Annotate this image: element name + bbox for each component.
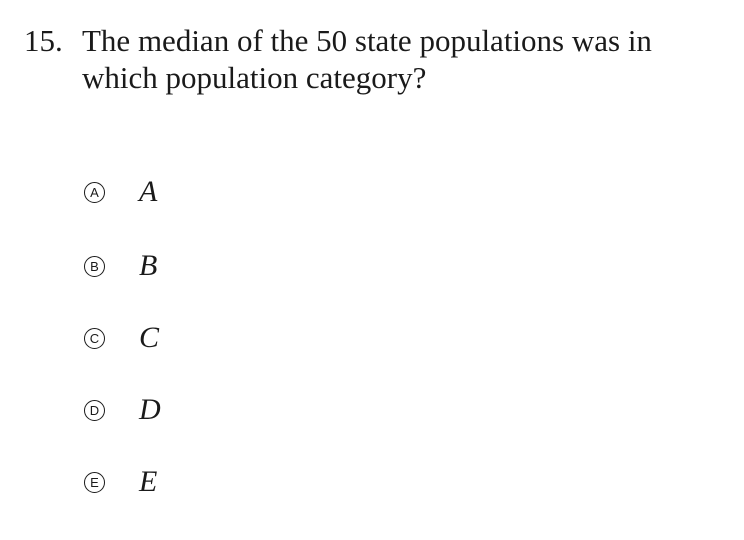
choice-b[interactable]: [84, 246, 157, 286]
choice-a[interactable]: [84, 172, 157, 212]
choice-b-bubble[interactable]: B: [84, 256, 105, 277]
choice-b-text: B: [139, 249, 158, 282]
choice-e-bubble[interactable]: E: [84, 472, 105, 493]
question-number: 15.: [24, 23, 63, 58]
choice-e[interactable]: [84, 462, 157, 502]
question-text: The median of the 50 state populations was in which population category?: [82, 23, 652, 95]
choice-c-text: C: [139, 321, 160, 354]
choice-d[interactable]: [84, 390, 161, 430]
choice-c[interactable]: [84, 318, 159, 358]
choice-d-bubble[interactable]: D: [84, 400, 105, 421]
choice-e-text: E: [139, 465, 158, 498]
choice-a-text: A: [139, 175, 158, 208]
choice-c-bubble[interactable]: C: [84, 328, 105, 349]
choice-d-text: D: [139, 393, 161, 426]
choice-a-bubble[interactable]: A: [84, 182, 105, 203]
